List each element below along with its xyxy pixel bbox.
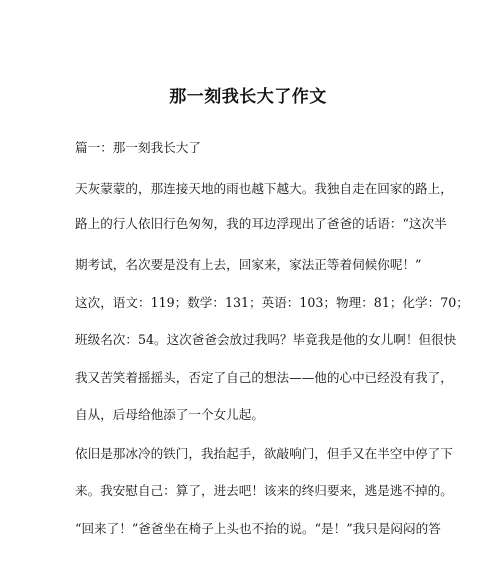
body-line: 自从，后母给他添了一个女儿起。	[75, 407, 264, 422]
section-heading: 篇一：那一刻我长大了	[75, 140, 201, 155]
document-title: 那一刻我长大了作文	[169, 87, 327, 107]
body-line: 这次，语文：119；数学：131；英语：103；物理：81；化学：70；	[75, 295, 469, 310]
body-line: “回来了！”爸爸坐在椅子上头也不抬的说。“是！”我只是闷闷的答	[75, 521, 441, 536]
body-line: 天灰蒙蒙的，那连接天地的雨也越下越大。我独自走在回家的路上，	[75, 181, 453, 196]
body-line: 我又苦笑着摇摇头，否定了自己的想法——他的心中已经没有我了，	[75, 370, 453, 385]
body-line: 班级名次：54。这次爸爸会放过我吗？毕竟我是他的女儿啊！但很快	[75, 332, 457, 347]
body-line: 路上的行人依旧行色匆匆，我的耳边浮现出了爸爸的话语：“这次半	[75, 216, 447, 231]
body-line: 期考试，名次要是没有上去，回家来，家法正等着伺候你呢！”	[75, 257, 422, 272]
body-line: 来。我安慰自己：算了，进去吧！该来的终归要来，逃是逃不掉的。	[75, 483, 453, 498]
body-line: 依旧是那冰冷的铁门，我抬起手，欲敲响门，但手又在半空中停了下	[75, 446, 453, 461]
